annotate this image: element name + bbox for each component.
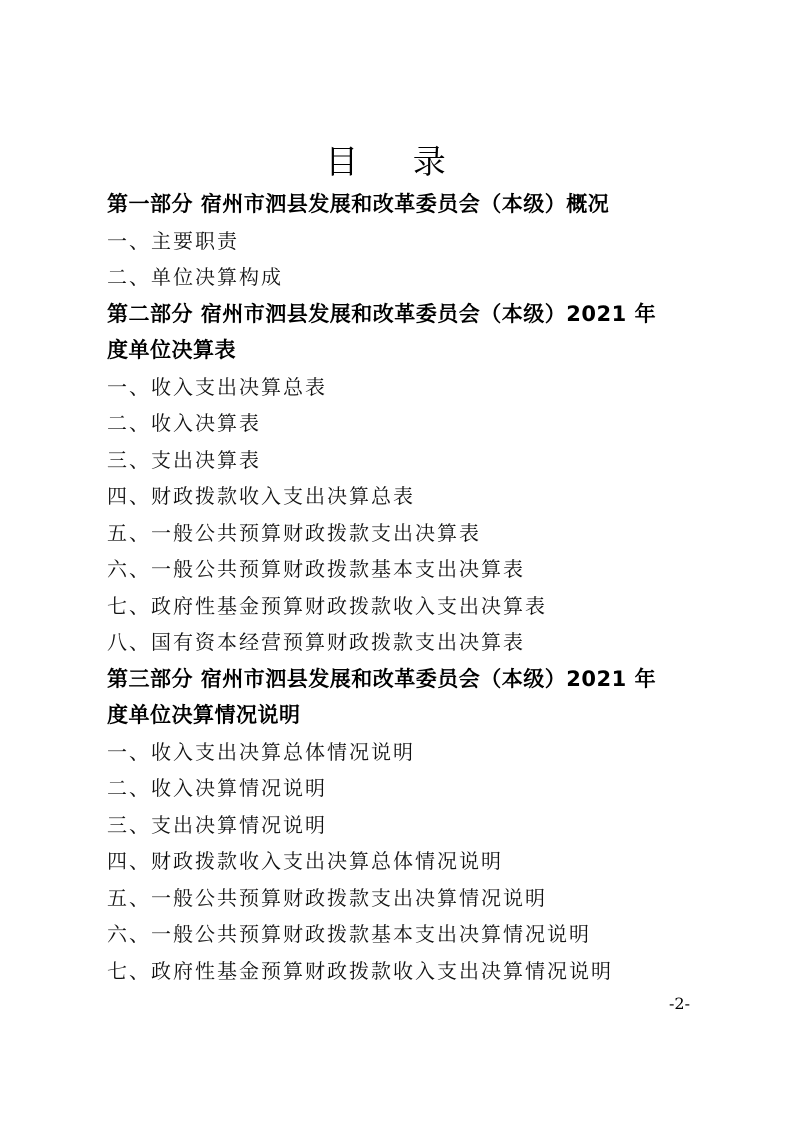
toc-item: 二、收入决算情况说明 xyxy=(107,776,327,800)
toc-item: 一、主要职责 xyxy=(107,228,239,253)
toc-part-heading-continued: 度单位决算表 xyxy=(107,338,236,362)
toc-item: 三、支出决算情况说明 xyxy=(107,812,327,837)
toc-item: 二、单位决算构成 xyxy=(107,265,283,289)
page-title: 目 录 xyxy=(325,142,468,181)
toc-part-heading: 第一部分 宿州市泗县发展和改革委员会（本级）概况 xyxy=(107,192,610,216)
toc-item: 一、收入支出决算总表 xyxy=(107,374,327,399)
page-number: -2- xyxy=(669,994,690,1013)
toc-item: 五、一般公共预算财政拨款支出决算情况说明 xyxy=(107,885,547,910)
toc-item: 七、政府性基金预算财政拨款收入支出决算情况说明 xyxy=(107,958,613,983)
toc-item: 六、一般公共预算财政拨款基本支出决算情况说明 xyxy=(107,922,591,946)
toc-item: 四、财政拨款收入支出决算总体情况说明 xyxy=(107,849,503,873)
table-of-contents xyxy=(107,186,707,989)
toc-item: 四、财政拨款收入支出决算总表 xyxy=(107,484,415,508)
toc-part-heading-continued: 度单位决算情况说明 xyxy=(107,703,301,727)
toc-item: 七、政府性基金预算财政拨款收入支出决算表 xyxy=(107,593,547,618)
toc-part-heading: 第三部分 宿州市泗县发展和改革委员会（本级）2021 年 xyxy=(107,666,657,691)
toc-item: 八、国有资本经营预算财政拨款支出决算表 xyxy=(107,630,525,654)
toc-part-heading: 第二部分 宿州市泗县发展和改革委员会（本级）2021 年 xyxy=(107,301,657,326)
toc-item: 二、收入决算表 xyxy=(107,411,261,435)
toc-item: 三、支出决算表 xyxy=(107,447,261,472)
toc-item: 六、一般公共预算财政拨款基本支出决算表 xyxy=(107,557,525,581)
toc-item: 五、一般公共预算财政拨款支出决算表 xyxy=(107,520,481,545)
toc-item: 一、收入支出决算总体情况说明 xyxy=(107,739,415,764)
